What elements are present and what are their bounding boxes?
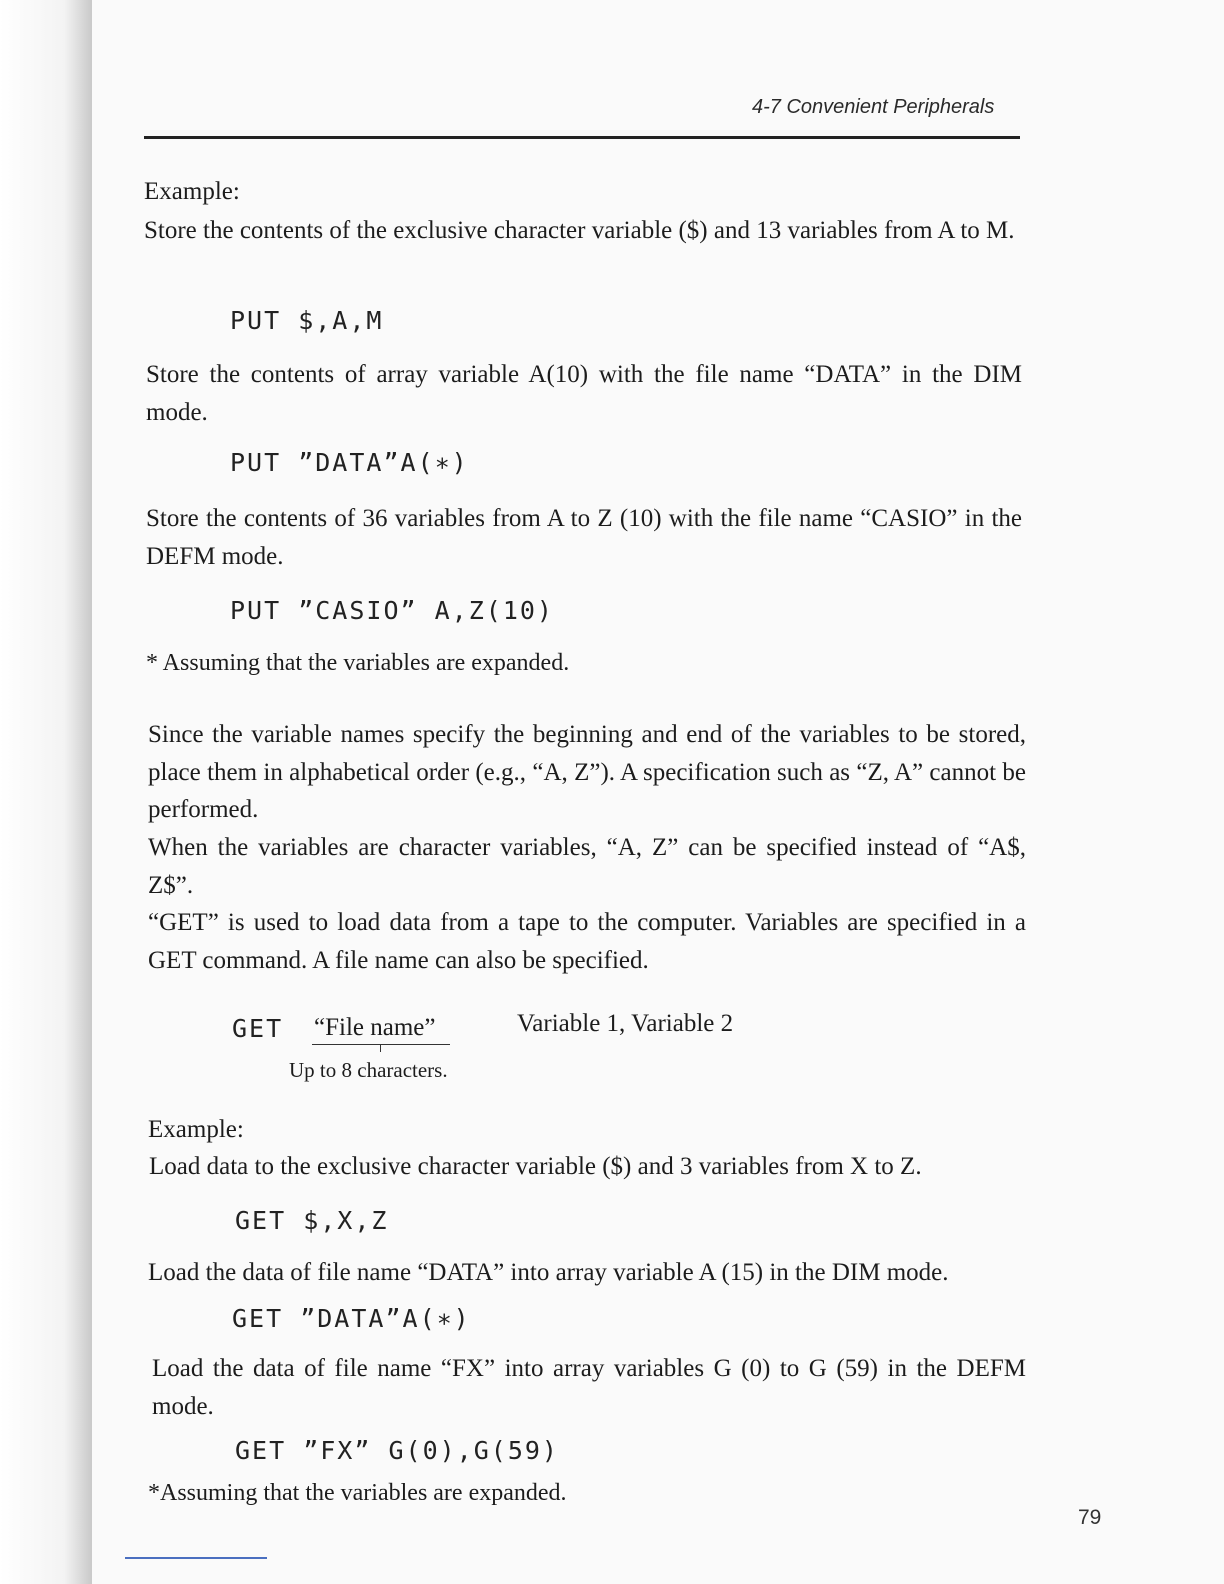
paragraph-variable-order: Since the variable names specify the beginning and end of the variables to be stored, place them in alphabetical order (e.g., “A, Z”). A specification such as “Z, A” cannot be performed. <box>148 721 1026 823</box>
code-get-fx: GET ”FX” G(0),G(59) <box>235 1436 559 1465</box>
file-name-underline <box>312 1044 450 1045</box>
expanded-note-1: * Assuming that the variables are expanded. <box>146 650 570 676</box>
syntax-variables: Variable 1, Variable 2 <box>517 1010 734 1037</box>
running-header: 4-7 Convenient Peripherals <box>752 96 995 118</box>
page-number: 79 <box>1078 1506 1102 1529</box>
syntax-get-keyword: GET <box>232 1014 284 1043</box>
expanded-note-2: *Assuming that the variables are expanded. <box>148 1480 567 1506</box>
example-heading-2: Example: <box>148 1116 244 1143</box>
paragraph-character-variables: When the variables are character variables, “A, Z” can be specified instead of “A$, Z$”. <box>148 834 1026 899</box>
example-1-text-store-array: Store the contents of array variable A(10) with the file name “DATA” in the DIM mode. <box>146 361 1022 426</box>
example-1-text-store-exclusive: Store the contents of the exclusive character variable ($) and 13 variables from A to M. <box>144 217 1015 244</box>
paragraph-get-command: “GET” is used to load data from a tape to the computer. Variables are specified in a GET command. A file name can also be specified. <box>148 909 1026 974</box>
code-put-casio: PUT ”CASIO” A,Z(10) <box>230 596 554 625</box>
code-get-dollar-x-z: GET $,X,Z <box>235 1206 389 1235</box>
book-binding-shadow <box>0 0 92 1584</box>
file-name-bracket-tick <box>380 1044 381 1052</box>
example-2-text-load-fx: Load the data of file name “FX” into array variables G (0) to G (59) in the DEFM mode. <box>152 1355 1026 1420</box>
code-put-data-array: PUT ”DATA”A(∗) <box>230 448 469 477</box>
code-get-data-array: GET ”DATA”A(∗) <box>232 1304 471 1333</box>
example-heading-1: Example: <box>144 178 240 205</box>
code-put-dollar-a-m: PUT $,A,M <box>230 306 384 335</box>
example-2-text-load-exclusive: Load data to the exclusive character variable ($) and 3 variables from X to Z. <box>149 1153 922 1180</box>
syntax-file-name-limit: Up to 8 characters. <box>289 1058 448 1082</box>
example-1-text-store-casio: Store the contents of 36 variables from A to Z (10) with the file name “CASIO” in the DEFM mode. <box>146 505 1022 570</box>
example-2-text-load-array: Load the data of file name “DATA” into array variable A (15) in the DIM mode. <box>148 1259 949 1286</box>
header-rule <box>144 136 1020 139</box>
syntax-file-name: “File name” <box>314 1014 436 1041</box>
bottom-edge-line <box>125 1557 267 1559</box>
